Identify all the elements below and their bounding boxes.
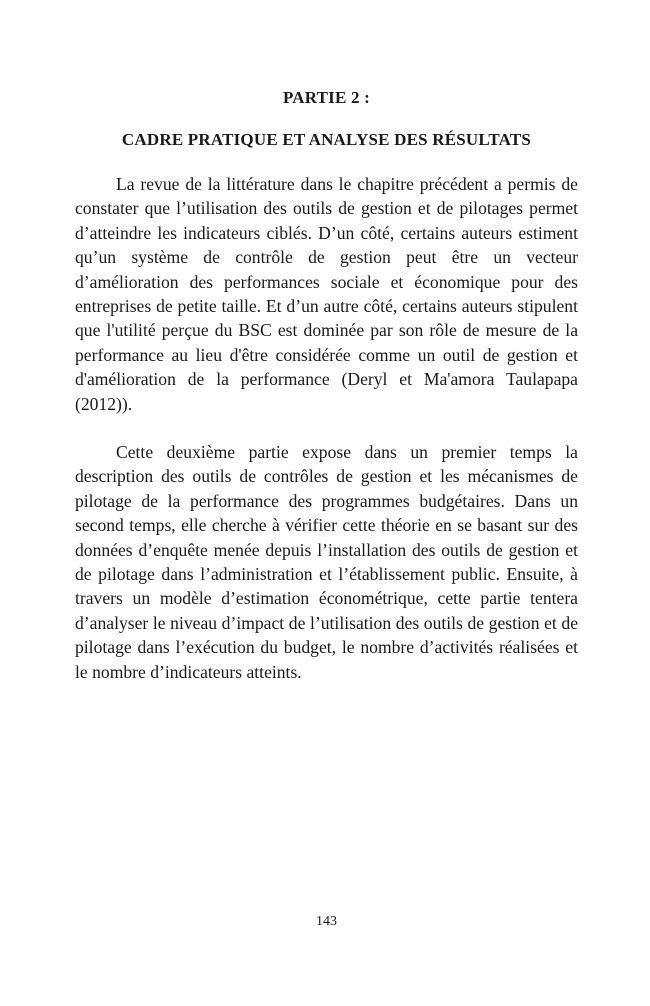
part-title: PARTIE 2 :: [282, 88, 371, 107]
paragraph-overview: Cette deuxième partie expose dans un premier temps la description des outils de contrôles de gestion et les mécanismes de pilotage de la performance des programmes budgétaires. Dans un second temps, elle cherche à vérifier cette théorie en se basant sur des données d’enquête menée depuis l’installation des outils de gestion et de pilotage dans l’administration et l’établissement public. Ensuite, à travers un modèle d’estimation économétrique, cette partie tentera d’analyser le niveau d’impact de l’utilisation des outils de gestion et de pilotage dans l’exécution du budget, le nombre d’activités réalisées et le nombre d’indicateurs atteints.: [75, 442, 578, 682]
document-page: [75, 0, 578, 1006]
section-title: CADRE PRATIQUE ET ANALYSE DES RÉSULTATS: [121, 130, 532, 149]
page-number: 143: [316, 914, 337, 929]
paragraph-intro: La revue de la littérature dans le chapitre précédent a permis de constater que l’utilisation des outils de gestion et de pilotages permet d’atteindre les indicateurs ciblés. D’un côté, certains auteurs estiment qu’un système de contrôle de gestion peut être un vecteur d’amélioration des performances sociale et économique pour des entreprises de petite taille. Et d’un autre côté, certains auteurs stipulent que l'utilité perçue du BSC est dominée par son rôle de mesure de la performance au lieu d'être considérée comme un outil de gestion et d'amélioration de la performance (Deryl et Ma'amora Taulapapa (2012)).: [75, 174, 578, 414]
